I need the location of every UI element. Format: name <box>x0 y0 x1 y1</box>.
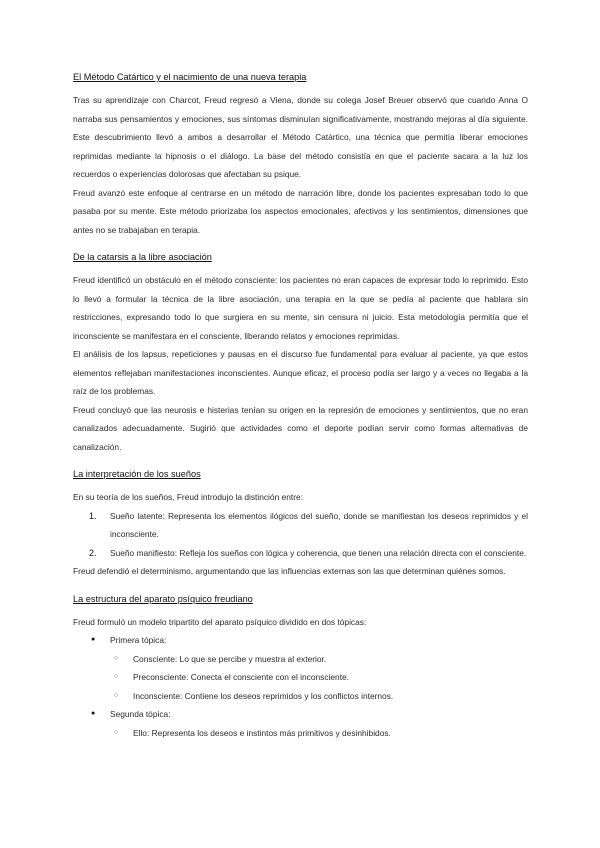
paragraph: Freud defendió el determinismo, argumentando que las influencias externas son las que determinan quiénes somos. <box>73 566 506 576</box>
hollow-bullet-icon: ○ <box>114 654 119 662</box>
paragraph: Freud avanzó este enfoque al centrarse en un método de narración libre, donde los pacientes expresaban todo lo que pasaba por su mente. Este método priorizaba los aspectos emocionales, afectivos y los sentimientos, dimensiones que antes no se trabajaban en terapia. <box>73 187 528 235</box>
numbered-list <box>73 507 528 563</box>
bullet-list <box>73 631 528 742</box>
section-heading: El Método Catártico y el nacimiento de una nueva terapia <box>73 72 307 82</box>
sub-list-item-text: Consciente: Lo que se percibe y muestra al exterior. <box>133 653 327 664</box>
list-item <box>73 631 528 705</box>
section-suenos <box>73 468 528 581</box>
sub-list-item-text: Preconsciente: Conecta el consciente con el inconsciente. <box>133 672 350 682</box>
bullet-icon: ● <box>91 710 96 717</box>
sub-list-item <box>110 650 528 669</box>
sub-list <box>110 724 528 743</box>
list-item-text: Primera tópica: <box>110 635 167 645</box>
section-heading: De la catarsis a la libre asociación <box>73 252 212 262</box>
section-heading: La estructura del aparato psíquico freudiano <box>73 593 253 604</box>
sub-list-item-text: Ello: Representa los deseos e instintos más primitivos y desinhibidos. <box>133 727 391 738</box>
section-heading: La interpretación de los sueños <box>73 469 201 479</box>
list-item-text: Segunda tópica: <box>110 709 171 719</box>
paragraph: Freud concluyó que las neurosis e histerias tenían su origen en la represión de emociones y sentimientos, que no eran canalizados adecuadamente. Sugirió que actividades como el deporte podían servir como formas alternativas de canalización. <box>73 404 528 452</box>
hollow-bullet-icon: ○ <box>114 673 119 680</box>
sub-list <box>110 650 528 706</box>
list-item-text: Sueño latente: Representa los elementos ilógicos del sueño, donde se manifiestan los deseos reprimidos y el inconsciente. <box>110 510 528 539</box>
list-number: 2. <box>89 547 97 558</box>
sub-list-item <box>110 724 528 743</box>
hollow-bullet-icon: ○ <box>114 691 119 699</box>
paragraph: Tras su aprendizaje con Charcot, Freud regresó a Viena, donde su colega Josef Breuer observó que cuando Anna O narraba sus pensamientos y emociones, sus síntomas disminuían significativamente, mostrando mejoras al día siguiente. Este descubrimiento llevó a ambos a desarrollar el Método Catártico, una técnica que permitía liberar emociones reprimidas mediante la hipnosis o el diálogo. La base del método consistía en que el paciente sacara a la luz los recuerdos o experiencias dolorosas que afectaban su psique. <box>73 95 528 179</box>
paragraph: Freud identificó un obstáculo en el método consciente: los pacientes no eran capaces de expresar todo lo reprimido. Esto lo llevó a formular la técnica de la libre asociación, una terapia en la que se pedía al paciente que hablara sin restricciones, expresando todo lo que surgiera en su mente, sin censura ni juicio. Esta metodología permitía que el inconsciente se manifestara en el consciente, liberando relatos y emociones reprimidas. <box>73 275 528 341</box>
sub-list-item-text: Inconsciente: Contiene los deseos reprimidos y los conflictos internos. <box>133 690 394 701</box>
sub-list-item <box>110 687 528 706</box>
sub-list-item <box>110 668 528 687</box>
paragraph: El análisis de los lapsus, repeticiones y pausas en el discurso fue fundamental para evaluar al paciente, ya que estos elementos reflejaban manifestaciones inconscientes. Aunque eficaz, el proceso podía ser largo y a veces no llegaba a la raíz de los problemas. <box>73 349 528 396</box>
section-libre-asociacion <box>73 251 528 456</box>
section-aparato-psiquico <box>73 593 528 743</box>
bullet-icon: ● <box>91 636 96 643</box>
list-item <box>73 544 528 563</box>
paragraph: Freud formuló un modelo tripartito del aparato psíquico dividido en dos tópicas: <box>73 616 367 627</box>
list-item <box>73 507 528 544</box>
hollow-bullet-icon: ○ <box>114 728 119 736</box>
paragraph: En su teoría de los sueños, Freud introdujo la distinción entre: <box>73 492 303 502</box>
section-metodo-catartico <box>73 71 528 239</box>
list-item-text: Sueño manifiesto: Refleja los sueños con lógica y coherencia, que tienen una relación directa con el consciente. <box>110 547 527 558</box>
list-number: 1. <box>89 510 97 521</box>
list-item <box>73 705 528 742</box>
